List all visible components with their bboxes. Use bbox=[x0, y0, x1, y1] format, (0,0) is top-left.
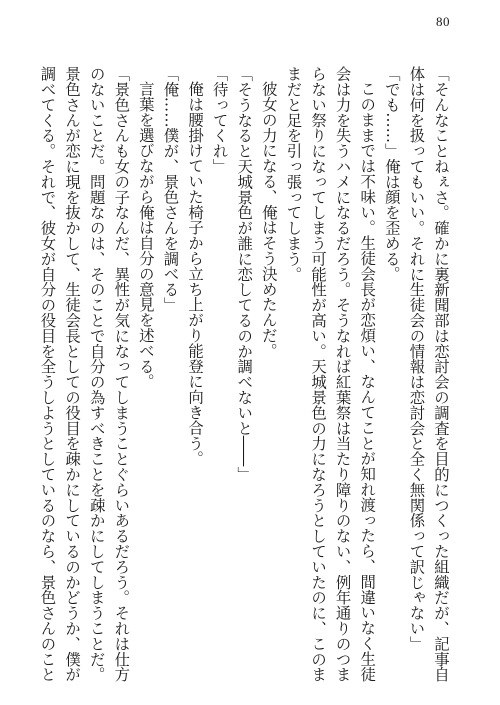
text-line: 「そんなことねぇさ。確かに裏新聞部は恋討会の調査を目的につくった組織だが、記事自 bbox=[432, 66, 450, 682]
text-line: 景色さんが恋に現を抜かして、生徒会長としての役目を疎かにしているのかどうか、僕が bbox=[63, 66, 82, 682]
text-line: 「待ってくれ」 bbox=[210, 66, 229, 174]
text-line: らない祭りになってしまう可能性が高い。天城景色の力になろうとしていたのに、このま bbox=[309, 66, 328, 682]
text-line: 「俺……僕が、景色さんを調べる」 bbox=[161, 66, 180, 313]
text-line: 彼女の力になる、俺はそう決めたんだ。 bbox=[259, 81, 278, 359]
text-line: まだと足を引っ張ってしまう。 bbox=[284, 66, 303, 282]
text-line: このままでは不味い。生徒会長が恋煩い、なんてことが知れ渡ったら、間違いなく生徒 bbox=[358, 81, 377, 682]
text-line: 「景色さんも女の子なんだ、異性が気になってしまうことぐらいあるだろう。それは仕方 bbox=[112, 66, 131, 682]
text-line: 言葉を選びながら俺は自分の意見を述べる。 bbox=[136, 81, 155, 390]
page-number: 80 bbox=[436, 14, 450, 29]
text-line: のないことだ。問題なのは、そのことで自分の為すべきことを疎かにしてしまうことだ。 bbox=[87, 66, 106, 682]
text-line: 体は何を扱ってもいい。それに生徒会の情報は恋討会と全く無関係って訳じゃない」 bbox=[407, 66, 426, 652]
text-line: 「でも……」俺は顔を歪める。 bbox=[382, 66, 401, 282]
text-line: 調べてくる。それで、彼女が自分の役目を全うしようとしているのなら、景色さんのこと bbox=[38, 66, 57, 682]
text-line: 「そうなると天城景色が誰に恋してるのか調べないと――」 bbox=[235, 66, 254, 482]
text-line: 俺は腰掛けていた椅子から立ち上がり能登に向き合う。 bbox=[186, 81, 205, 467]
text-line: 会は力を失うハメになるだろう。そうなれば紅葉祭は当たり障りのない、例年通りのつま bbox=[333, 66, 352, 682]
body-text bbox=[23, 66, 453, 688]
